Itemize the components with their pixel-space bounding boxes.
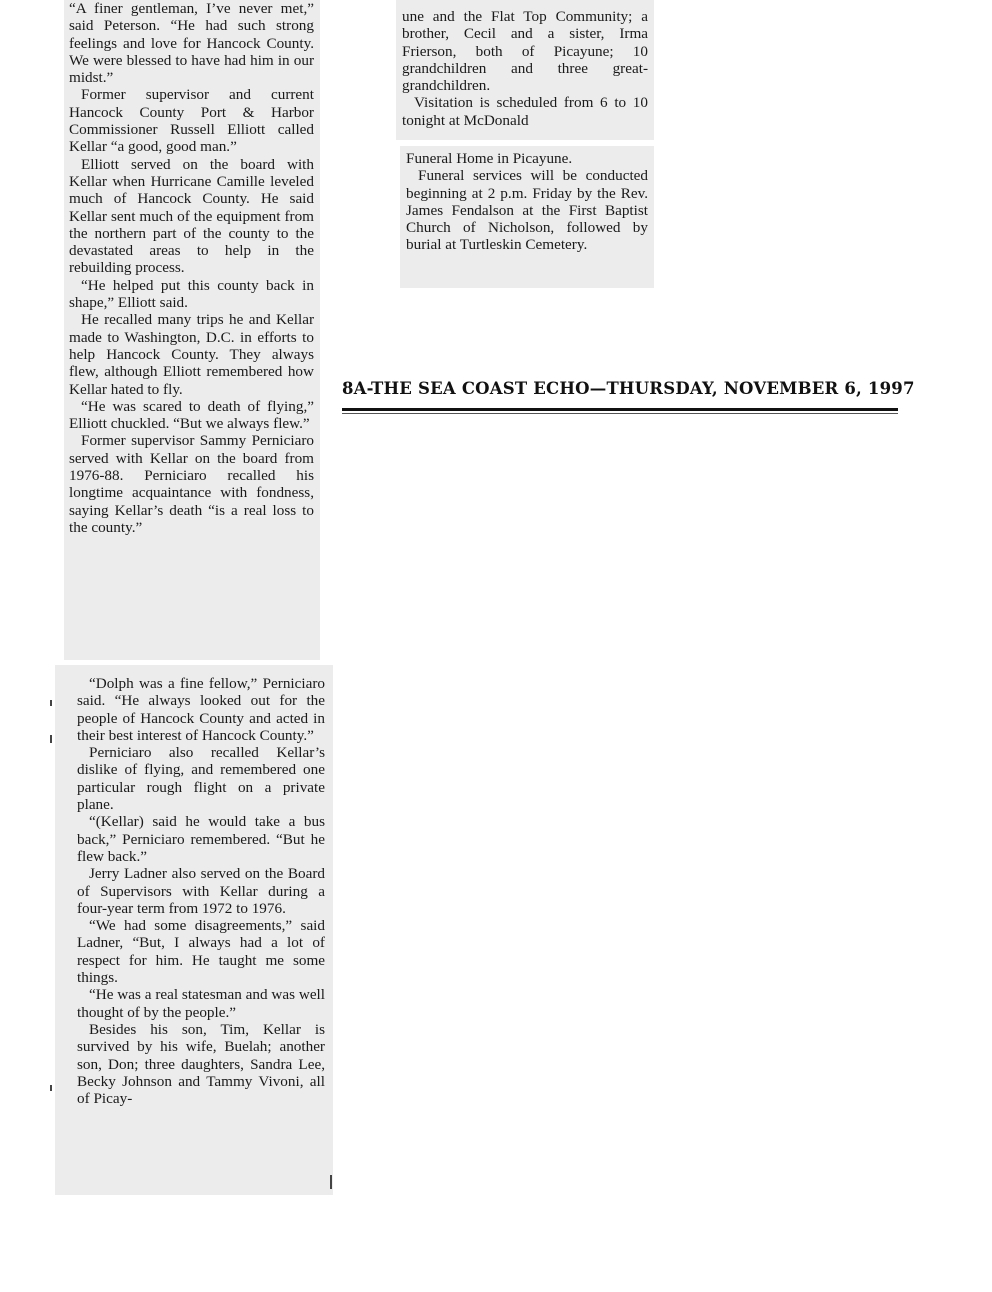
article-paragraph: Former supervisor Sammy Perniciaro served with Kellar on the board from 1976-88. Perniciaro recalled his longtime acquaintance with fondness, saying Kellar’s death “is a real loss to the county.”: [69, 432, 314, 536]
page-header-text: 8A-THE SEA COAST ECHO—THURSDAY, NOVEMBER 6, 1997: [342, 379, 915, 398]
scan-mark: [50, 735, 52, 743]
scan-mark: [50, 1085, 52, 1091]
article-paragraph: Visitation is scheduled from 6 to 10 tonight at McDonald: [402, 94, 648, 129]
article-paragraph: Former supervisor and current Hancock County Port & Harbor Commissioner Russell Elliott called Kellar “a good, good man.”: [69, 86, 314, 156]
article-paragraph: Jerry Ladner also served on the Board of Supervisors with Kellar during a four-year term from 1972 to 1976.: [77, 865, 325, 917]
clipping-right-bottom: [400, 146, 654, 288]
article-paragraph: “He was a real statesman and was well thought of by the people.”: [77, 986, 325, 1021]
article-paragraph: “He was scared to death of flying,” Elliott chuckled. “But we always flew.”: [69, 397, 314, 433]
article-paragraph: “(Kellar) said he would take a bus back,” Perniciaro remembered. “But he flew back.”: [77, 813, 325, 865]
article-paragraph: Perniciaro also recalled Kellar’s dislike of flying, and remembered one particular rough flight on a private plane.: [77, 744, 325, 814]
article-paragraph: “Dolph was a fine fellow,” Perniciaro said. “He always looked out for the people of Hancock County and acted in their best interest of Hancock County.”: [77, 675, 325, 744]
clipping-right-top: [396, 0, 654, 140]
header-rule: [342, 413, 898, 414]
clipping-left-top: [64, 0, 320, 660]
article-paragraph: Elliott served on the board with Kellar when Hurricane Camille leveled much of Hancock County. He said Kellar sent much of the equipment from the northern part of the county to the devastated areas to help in the rebuilding process.: [69, 155, 314, 277]
clipping-left-bottom: [55, 665, 333, 1195]
article-paragraph: “We had some disagreements,” said Ladner, “But, I always had a lot of respect for him. He taught me some things.: [77, 917, 325, 987]
page-header-strip: [342, 375, 915, 420]
scan-mark: [50, 700, 52, 706]
header-rule: [342, 408, 898, 411]
article-paragraph: Funeral services will be conducted beginning at 2 p.m. Friday by the Rev. James Fendalson at the First Baptist Church of Nicholson, followed by burial at Turtleskin Cemetery.: [406, 167, 648, 254]
article-paragraph: Besides his son, Tim, Kellar is survived by his wife, Buelah; another son, Don; three daughters, Sandra Lee, Becky Johnson and Tammy Vivoni, all of Picay-: [77, 1020, 325, 1108]
article-paragraph: “He helped put this county back in shape,” Elliott said.: [69, 276, 314, 312]
article-paragraph: He recalled many trips he and Kellar made to Washington, D.C. in efforts to help Hancock County. They always flew, although Elliott remembered how Kellar hated to fly.: [69, 311, 314, 398]
scan-mark: [330, 1175, 332, 1189]
article-paragraph: Funeral Home in Picayune.: [406, 150, 573, 167]
article-paragraph: “A finer gentleman, I’ve never met,” said Peterson. “He had such strong feelings and love for Hancock County. We were blessed to have had him in our midst.”: [69, 0, 314, 87]
article-paragraph: une and the Flat Top Community; a brother, Cecil and a sister, Irma Frierson, both of Picayune; 10 grandchildren and three great-grandchildren.: [402, 8, 648, 95]
